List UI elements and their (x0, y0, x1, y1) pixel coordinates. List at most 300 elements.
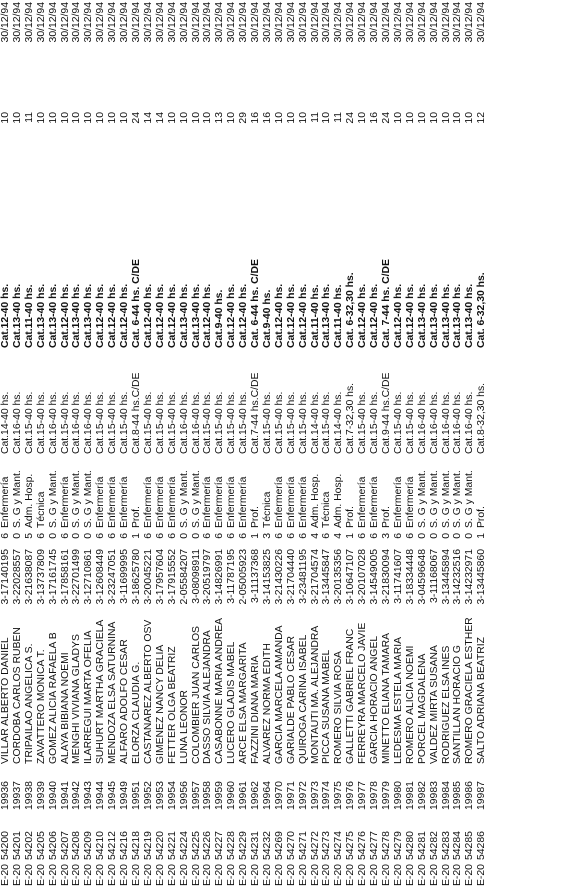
new-category-cell: Cat.12-40 hs. (119, 283, 131, 348)
record-cell: 54282 (428, 831, 440, 860)
order-cell: 19977 (357, 781, 369, 810)
category-cell: 4 (333, 533, 345, 539)
record-cell: 54227 (214, 831, 226, 860)
table-row (155, 0, 167, 888)
category-cell: 0 (452, 533, 464, 539)
hours-cell: 10 (107, 112, 119, 124)
area-cell: Técnica (35, 491, 47, 528)
current-category-cell: Cat.16-40 hs. (11, 391, 23, 454)
cuil-cell: 3-21430226 (273, 549, 285, 605)
order-cell: 19987 (476, 781, 488, 810)
area-cell: Enfermería (392, 476, 404, 528)
code-cell: E-20 (452, 864, 464, 886)
date-cell: 30/12/94 (95, 2, 107, 43)
cuil-cell: 3-14232971 (464, 549, 476, 605)
category-cell: 6 (59, 533, 71, 539)
table-row (48, 0, 60, 888)
new-category-cell: Cat.13-40 hs. (11, 283, 23, 348)
hours-cell: 10 (166, 112, 178, 124)
date-cell: 30/12/94 (428, 2, 440, 43)
area-cell: S. G y Mant. (440, 470, 452, 528)
current-category-cell: Cat.15-40 hs. (35, 391, 47, 454)
current-category-cell: Cat.15-40 hs. (142, 391, 154, 454)
order-cell: 19936 (0, 781, 11, 810)
order-cell: 19983 (428, 781, 440, 810)
name-cell: LUCERO GLADIS MABEL (226, 641, 238, 764)
name-cell: MENDOZA ELSA SATURNINA (107, 621, 119, 764)
order-cell: 19981 (404, 781, 416, 810)
area-cell: Enfermería (404, 476, 416, 528)
order-cell: 19971 (285, 781, 297, 810)
new-category-cell: Cat.12-40 hs. (107, 283, 119, 348)
current-category-cell: Cat.16-40 hs. (47, 391, 59, 454)
date-cell: 30/12/94 (416, 2, 428, 43)
current-category-cell: Cat.8-32,30 hs. (476, 382, 488, 454)
name-cell: PICCA SUSANA MABEL (321, 649, 333, 764)
current-category-cell: Cat.9-44 hs.C/DE (381, 372, 392, 454)
area-cell: Adm. Hosp. (23, 473, 35, 528)
cuil-cell: 3-20045221 (142, 549, 154, 605)
order-cell: 19974 (321, 781, 333, 810)
new-category-cell: Cat.11-40 hs. (333, 284, 345, 348)
date-cell: 30/12/94 (381, 2, 392, 43)
hours-cell: 10 (178, 112, 190, 124)
table-row (405, 0, 417, 888)
table-row (298, 0, 310, 888)
category-cell: 6 (107, 533, 119, 539)
order-cell: 19951 (130, 781, 142, 810)
order-cell: 19938 (23, 781, 35, 810)
hours-cell: 10 (297, 112, 309, 124)
category-cell: 6 (166, 533, 178, 539)
current-category-cell: Cat.15-40 hs. (119, 391, 131, 454)
table-row (274, 0, 286, 888)
code-cell: E-20 (440, 864, 452, 886)
order-cell: 19943 (83, 781, 95, 810)
current-category-cell: Cat.15-40 hs. (166, 391, 178, 454)
record-cell: 54232 (261, 831, 273, 860)
order-cell: 19956 (178, 781, 190, 810)
area-cell: Técnica (321, 491, 333, 528)
table-row (262, 0, 274, 888)
table-row (417, 0, 429, 888)
area-cell: S. G y Mant. (83, 470, 95, 528)
area-cell: S. G y Mant. (178, 470, 190, 528)
new-category-cell: Cat.12-40 hs. (166, 283, 178, 348)
hours-cell: 10 (428, 112, 440, 124)
record-cell: 54226 (202, 831, 214, 860)
area-cell: Enfermería (119, 476, 131, 528)
order-cell: 19962 (250, 781, 262, 810)
record-cell: 54206 (47, 831, 59, 860)
hours-cell: 10 (47, 112, 59, 124)
record-cell: 54273 (321, 831, 333, 860)
current-category-cell: Cat.15-40 hs. (321, 391, 333, 454)
category-cell: 6 (238, 533, 250, 539)
name-cell: RODRIGUEZ ELSA INES (440, 645, 452, 764)
name-cell: FERREYRA MARCELO JAVIE (357, 622, 369, 764)
code-cell: E-20 (47, 864, 59, 886)
new-category-cell: Cat.12-40 hs. (392, 283, 404, 348)
current-category-cell: Cat.15-40 hs. (392, 391, 404, 454)
code-cell: E-20 (369, 864, 381, 886)
name-cell: GARCIA HORACIO ANGEL (369, 635, 381, 764)
table-row (36, 0, 48, 888)
cuil-cell: 3-14153825 (261, 549, 273, 605)
cuil-cell: 3-22701499 (71, 549, 83, 605)
name-cell: ROMERO ALICIA NOEMI (404, 645, 416, 764)
record-cell: 54200 (0, 831, 11, 860)
category-cell: 3 (261, 533, 273, 539)
name-cell: TRIPAILAO ANGELICA S. (23, 643, 35, 764)
order-cell: 19975 (333, 781, 345, 810)
cuil-cell: 3-21638087 (23, 549, 35, 605)
record-cell: 54286 (476, 831, 488, 860)
table-row (464, 0, 476, 888)
current-category-cell: Cat.14-40 hs. (0, 391, 11, 454)
name-cell: ROMERO GRACIELA ESTHER (464, 617, 476, 764)
hours-cell: 10 (285, 112, 297, 124)
date-cell: 30/12/94 (166, 2, 178, 43)
table-row (60, 0, 72, 888)
current-category-cell: Cat.14-40 hs. (309, 391, 321, 454)
name-cell: VALDEZ MIRTA SUSANA (428, 645, 440, 764)
record-cell: 54279 (392, 831, 404, 860)
category-cell: 1 (130, 533, 142, 539)
hours-cell: 10 (440, 112, 452, 124)
new-category-cell: Cat.13-40 hs. (464, 283, 476, 348)
new-category-cell: Cat. 6-32,30 hs. (345, 272, 357, 348)
order-cell: 19939 (35, 781, 47, 810)
category-cell: 0 (428, 533, 440, 539)
current-category-cell: Cat.15-40 hs. (261, 391, 273, 454)
hours-cell: 10 (71, 112, 83, 124)
date-cell: 30/12/94 (238, 2, 250, 43)
code-cell: E-20 (285, 864, 297, 886)
area-cell: S. G y Mant. (71, 470, 83, 528)
hours-cell: 10 (202, 112, 214, 124)
record-cell: 54272 (309, 831, 321, 860)
cuil-cell: 3-04596648 (416, 549, 428, 605)
new-category-cell: Cat.13-40 hs. (321, 283, 333, 348)
record-cell: 54280 (404, 831, 416, 860)
cuil-cell: 3-12608449 (95, 549, 107, 605)
current-category-cell: Cat.16-40 hs. (178, 391, 190, 454)
hours-cell: 11 (333, 112, 345, 123)
record-cell: 54208 (71, 831, 83, 860)
name-cell: COLOMBIER JUAN CARLOS (190, 626, 202, 764)
record-cell: 54274 (333, 831, 345, 860)
code-cell: E-20 (83, 864, 95, 886)
date-cell: 30/12/94 (47, 2, 59, 43)
code-cell: E-20 (273, 864, 285, 886)
date-cell: 30/12/94 (452, 2, 464, 43)
date-cell: 30/12/94 (154, 2, 166, 43)
code-cell: E-20 (357, 864, 369, 886)
record-cell: 54216 (119, 831, 131, 860)
category-cell: 1 (250, 533, 262, 539)
area-cell: S. G y Mant. (11, 470, 23, 528)
name-cell: GALLETTI GABRIEL FRANC (345, 628, 357, 764)
record-cell: 54285 (464, 831, 476, 860)
table-row (238, 0, 250, 888)
new-category-cell: Cat.13-40 hs. (35, 283, 47, 348)
record-cell: 54218 (130, 831, 142, 860)
name-cell: ZAVATTERO MONICA T. (35, 649, 47, 764)
hours-cell: 14 (154, 112, 166, 124)
new-category-cell: Cat.12-40 hs. (369, 283, 381, 348)
table-row (107, 0, 119, 888)
record-cell: 54276 (357, 831, 369, 860)
table-row (286, 0, 298, 888)
order-cell: 19940 (47, 781, 59, 810)
hours-cell: 16 (261, 112, 273, 124)
new-category-cell: Cat.12-40 hs. (226, 283, 238, 348)
name-cell: SALTO ADRIANA BEATRIZ (476, 636, 488, 764)
new-category-cell: Cat.12-40 hs. (357, 283, 369, 348)
record-cell: 54231 (250, 831, 262, 860)
new-category-cell: Cat.11-40 hs. (309, 284, 321, 348)
hours-cell: 10 (190, 112, 202, 124)
order-cell: 19957 (190, 781, 202, 810)
order-cell: 19980 (392, 781, 404, 810)
table-row (381, 0, 393, 888)
new-category-cell: Cat.12-40 hs. (238, 283, 250, 348)
table-row (0, 0, 12, 888)
date-cell: 30/12/94 (464, 2, 476, 43)
new-category-cell: Cat.12-40 hs. (404, 283, 416, 348)
cuil-cell: 3-21830094 (381, 549, 392, 605)
order-cell: 19976 (345, 781, 357, 810)
name-cell: GARCIA MARCELA AMANDA (273, 625, 285, 764)
area-cell: Prof. (345, 506, 357, 528)
new-category-cell: Cat.13-40 hs. (440, 283, 452, 348)
category-cell: 0 (11, 533, 23, 539)
order-cell: 19945 (107, 781, 119, 810)
cuil-cell: 3-20519797 (202, 549, 214, 605)
name-cell: DASSO SILVIA ALEJANDRA (202, 630, 214, 764)
hours-cell: 10 (273, 112, 285, 124)
area-cell: Prof. (381, 506, 392, 528)
code-cell: E-20 (297, 864, 309, 886)
area-cell: S. G y Mant. (47, 470, 59, 528)
cuil-cell: 3-21704574 (309, 549, 321, 605)
area-cell: S. G y Mant. (464, 470, 476, 528)
area-cell: S. G y Mant. (190, 470, 202, 528)
current-category-cell: Cat.8-44 hs.C/DE (130, 372, 142, 454)
cuil-cell: 3-18625780 (130, 549, 142, 605)
new-category-cell: Cat.12-40 hs. (154, 283, 166, 348)
category-cell: 0 (71, 533, 83, 539)
code-cell: E-20 (202, 864, 214, 886)
area-cell: Enfermería (369, 476, 381, 528)
name-cell: ALVAREZ NORMA EDITH (261, 643, 273, 764)
date-cell: 30/12/94 (59, 2, 71, 43)
code-cell: E-20 (250, 864, 262, 886)
cuil-cell: 3-22028557 (11, 549, 23, 605)
record-cell: 54219 (142, 831, 154, 860)
record-cell: 54221 (166, 831, 178, 860)
order-cell: 19964 (261, 781, 273, 810)
code-cell: E-20 (392, 864, 404, 886)
order-cell: 19978 (369, 781, 381, 810)
current-category-cell: Cat.16-40 hs. (71, 391, 83, 454)
cuil-cell: 3-13445847 (321, 549, 333, 605)
record-cell: 54269 (273, 831, 285, 860)
cuil-cell: 3-12710861 (83, 549, 95, 605)
name-cell: FETTER OLGA BEATRIZ (166, 646, 178, 764)
area-cell: Enfermería (95, 476, 107, 528)
current-category-cell: Cat.15-40 hs. (404, 391, 416, 454)
code-cell: E-20 (71, 864, 83, 886)
area-cell: S. G y Mant. (428, 470, 440, 528)
cuil-cell: 3-17858161 (59, 549, 71, 605)
new-category-cell: Cat. 6-44 hs. C/DE (250, 259, 262, 348)
order-cell: 19944 (95, 781, 107, 810)
record-cell: 54210 (95, 831, 107, 860)
area-cell: Enfermería (202, 476, 214, 528)
name-cell: ROMERO SILVIA ROSA (333, 651, 345, 764)
table-row (393, 0, 405, 888)
category-cell: 6 (0, 533, 11, 539)
order-cell: 19941 (59, 781, 71, 810)
hours-cell: 12 (476, 112, 488, 124)
table-row (95, 0, 107, 888)
cuil-cell: 3-20135356 (333, 549, 345, 605)
date-cell: 30/12/94 (0, 2, 11, 43)
current-category-cell: Cat.16-40 hs. (428, 391, 440, 454)
table-row (345, 0, 357, 888)
date-cell: 30/12/94 (476, 2, 488, 43)
hours-cell: 10 (321, 112, 333, 124)
cuil-cell: 3-18334448 (404, 549, 416, 605)
code-cell: E-20 (416, 864, 428, 886)
category-cell: 0 (83, 533, 95, 539)
area-cell: Adm. Hosp. (309, 473, 321, 528)
name-cell: ARCE ELSA MARGARITA (238, 642, 250, 764)
category-cell: 0 (416, 533, 428, 539)
area-cell: Enfermería (59, 476, 71, 528)
table-row (441, 0, 453, 888)
table-row (202, 0, 214, 888)
new-category-cell: Cat.13-40 hs. (83, 283, 95, 348)
code-cell: E-20 (119, 864, 131, 886)
order-cell: 19942 (71, 781, 83, 810)
hours-cell: 10 (119, 112, 131, 124)
hours-cell: 10 (392, 112, 404, 124)
code-cell: E-20 (476, 864, 488, 886)
date-cell: 30/12/94 (107, 2, 119, 43)
date-cell: 30/12/94 (202, 2, 214, 43)
table-row (71, 0, 83, 888)
current-category-cell: Cat.7-44 hs.C/DE (250, 372, 262, 454)
category-cell: 6 (119, 533, 131, 539)
hours-cell: 10 (83, 112, 95, 124)
record-cell: 54225 (190, 831, 202, 860)
name-cell: ALFARO ADOLFO CESAR (119, 639, 131, 764)
code-cell: E-20 (321, 864, 333, 886)
date-cell: 30/12/94 (226, 2, 238, 43)
current-category-cell: Cat.15-40 hs. (23, 391, 35, 454)
record-cell: 54212 (107, 831, 119, 860)
cuil-cell: 3-21704440 (285, 549, 297, 605)
order-cell: 19960 (226, 781, 238, 810)
hours-cell: 24 (130, 112, 142, 124)
table-row (131, 0, 143, 888)
code-cell: E-20 (345, 864, 357, 886)
table-row (321, 0, 333, 888)
area-cell: Prof. (130, 506, 142, 528)
record-cell: 54284 (452, 831, 464, 860)
code-cell: E-20 (309, 864, 321, 886)
new-category-cell: Cat.12-40 hs. (297, 283, 309, 348)
hours-cell: 10 (416, 112, 428, 124)
hours-cell: 10 (0, 112, 11, 124)
record-cell: 54209 (83, 831, 95, 860)
date-cell: 30/12/94 (11, 2, 23, 43)
date-cell: 30/12/94 (23, 2, 35, 43)
name-cell: MONTAUTI MA. ALEJANDRA (309, 625, 321, 764)
category-cell: 0 (440, 533, 452, 539)
category-cell: 6 (321, 533, 333, 539)
hours-cell: 10 (357, 112, 369, 124)
category-cell: 0 (190, 533, 202, 539)
area-cell: Técnica (261, 491, 273, 528)
hours-cell: 16 (369, 112, 381, 124)
area-cell: S. G y Mant. (452, 470, 464, 528)
hours-cell: 24 (381, 112, 392, 124)
cuil-cell: 3-17140195 (0, 549, 11, 605)
name-cell: GOMEZ ALICIA RAFAELA B (47, 632, 59, 764)
date-cell: 30/12/94 (333, 2, 345, 43)
date-cell: 30/12/94 (190, 2, 202, 43)
current-category-cell: Cat.16-40 hs. (464, 391, 476, 454)
name-cell: LEDESMA ESTELA MARIA (392, 636, 404, 764)
new-category-cell: Cat.12-40 hs. (95, 283, 107, 348)
area-cell: Enfermería (214, 476, 226, 528)
cuil-cell: 3-10647107 (345, 549, 357, 605)
order-cell: 19984 (440, 781, 452, 810)
hours-cell: 29 (238, 112, 250, 124)
name-cell: VILLAR ALBERTO DANIEL (0, 637, 11, 764)
code-cell: E-20 (428, 864, 440, 886)
table-row (250, 0, 262, 888)
date-cell: 30/12/94 (142, 2, 154, 43)
date-cell: 30/12/94 (357, 2, 369, 43)
new-category-cell: Cat.13-40 hs. (71, 283, 83, 348)
record-cell: 54205 (35, 831, 47, 860)
area-cell: Enfermería (166, 476, 178, 528)
order-cell: 19959 (214, 781, 226, 810)
date-cell: 30/12/94 (273, 2, 285, 43)
table-row (179, 0, 191, 888)
name-cell: CASTAÑAREZ ALBERTO OSV (142, 619, 154, 764)
date-cell: 30/12/94 (130, 2, 142, 43)
code-cell: E-20 (130, 864, 142, 886)
current-category-cell: Cat.15-40 hs. (226, 391, 238, 454)
cuil-cell: 3-13445860 (476, 549, 488, 605)
hours-cell: 14 (142, 112, 154, 124)
new-category-cell: Cat.12-40 hs. (285, 283, 297, 348)
hours-cell: 10 (95, 112, 107, 124)
current-category-cell: Cat.16-40 hs. (83, 391, 95, 454)
date-cell: 30/12/94 (71, 2, 83, 43)
cuil-cell: 3-23247051 (107, 549, 119, 605)
area-cell: Enfermería (226, 476, 238, 528)
cuil-cell: 3-11137368 (250, 549, 262, 603)
hours-cell: 10 (404, 112, 416, 124)
current-category-cell: Cat.15-40 hs. (238, 391, 250, 454)
